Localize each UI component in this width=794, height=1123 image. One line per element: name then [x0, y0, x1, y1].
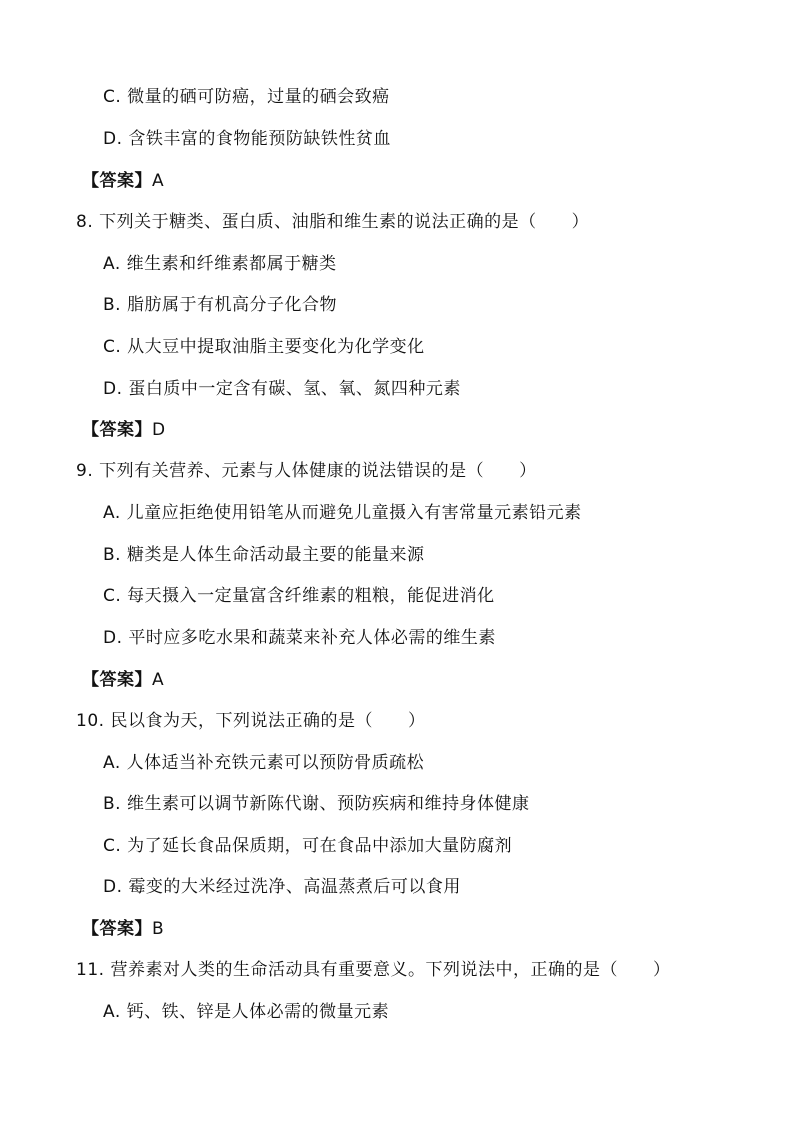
- option-a: A. 儿童应拒绝使用铅笔从而避免儿童摄入有害常量元素铅元素: [103, 503, 582, 523]
- question-11: 11. 营养素对人类的生命活动具有重要意义。下列说法中，正确的是（ ）: [76, 960, 671, 980]
- answer-label: 【答案】: [82, 420, 152, 440]
- answer-label: 【答案】: [82, 171, 152, 191]
- answer-line: [82, 918, 164, 940]
- question-9: 9. 下列有关营养、元素与人体健康的说法错误的是（ ）: [76, 461, 537, 481]
- option-a: A. 维生素和纤维素都属于糖类: [103, 254, 337, 274]
- option-d: D. 霉变的大米经过洗净、高温蒸煮后可以食用: [103, 877, 461, 897]
- question-8: 8. 下列关于糖类、蛋白质、油脂和维生素的说法正确的是（ ）: [76, 212, 590, 232]
- answer-line: [82, 170, 164, 192]
- answer-value: B: [152, 919, 165, 939]
- option-b: B. 维生素可以调节新陈代谢、预防疾病和维持身体健康: [103, 794, 530, 814]
- answer-label: 【答案】: [82, 919, 152, 939]
- option-b: B. 脂肪属于有机高分子化合物: [103, 295, 337, 315]
- option-c: C. 从大豆中提取油脂主要变化为化学变化: [103, 337, 425, 357]
- question-10: 10. 民以食为天，下列说法正确的是（ ）: [76, 711, 426, 731]
- option-d: D. 平时应多吃水果和蔬菜来补充人体必需的维生素: [103, 628, 496, 648]
- answer-value: D: [152, 420, 166, 440]
- answer-line: [82, 419, 166, 441]
- answer-value: A: [152, 171, 165, 191]
- option-c: C. 为了延长食品保质期，可在食品中添加大量防腐剂: [103, 836, 513, 856]
- option-d: D. 蛋白质中一定含有碳、氢、氧、氮四种元素: [103, 379, 461, 399]
- option-c: C. 每天摄入一定量富含纤维素的粗粮，能促进消化: [103, 586, 495, 606]
- option-c: C. 微量的硒可防癌，过量的硒会致癌: [103, 87, 390, 107]
- option-d: D. 含铁丰富的食物能预防缺铁性贫血: [103, 129, 391, 149]
- option-b: B. 糖类是人体生命活动最主要的能量来源: [103, 545, 425, 565]
- option-a: A. 钙、铁、锌是人体必需的微量元素: [103, 1002, 390, 1022]
- option-a: A. 人体适当补充铁元素可以预防骨质疏松: [103, 753, 425, 773]
- answer-label: 【答案】: [82, 670, 152, 690]
- answer-line: [82, 669, 164, 691]
- answer-value: A: [152, 670, 165, 690]
